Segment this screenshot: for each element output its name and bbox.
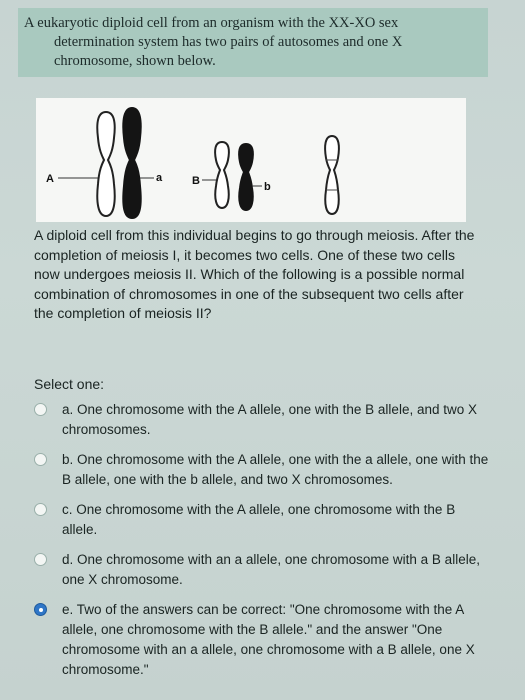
- option-d[interactable]: [22, 550, 492, 590]
- answer-options: [22, 400, 492, 690]
- radio-button-b[interactable]: [34, 453, 47, 466]
- question-text: A diploid cell from this individual begins to go through meiosis. After the completion of meiosis I, it becomes two cells. One of these two cells now undergoes meiosis II. Which of the following is a possible normal combination of chromosomes in one of the subsequent two cells after the completion of meiosis II?: [34, 227, 475, 321]
- option-b[interactable]: [22, 450, 492, 490]
- chromosome-figure: [36, 98, 466, 222]
- label-A: A: [46, 173, 54, 185]
- option-d-text: d. One chromosome with an a allele, one chromosome with a B allele, one X chromosome.: [62, 552, 480, 587]
- radio-button-e[interactable]: [34, 603, 47, 616]
- radio-button-a[interactable]: [34, 403, 47, 416]
- chromosome-large-solid: [123, 108, 140, 218]
- option-b-text: b. One chromosome with the A allele, one with the a allele, one with the B allele, one with the b allele, and two X chromosomes.: [62, 452, 489, 487]
- label-B: B: [192, 175, 200, 187]
- chromosome-medium-outline: [215, 142, 229, 208]
- intro-text: A eukaryotic diploid cell from an organism with the XX-XO sex determination system has two pairs of autosomes and one X chromosome, shown below.: [24, 15, 403, 69]
- chromosome-x: [325, 136, 339, 214]
- radio-button-c[interactable]: [34, 503, 47, 516]
- option-a[interactable]: [22, 400, 492, 440]
- option-e[interactable]: [22, 600, 492, 680]
- option-a-text: a. One chromosome with the A allele, one with the B allele, and two X chromosomes.: [62, 402, 477, 437]
- select-label: Select one:: [34, 376, 105, 392]
- option-c-text: c. One chromosome with the A allele, one chromosome with the B allele.: [62, 502, 456, 537]
- option-e-text: e. Two of the answers can be correct: "One chromosome with the A allele, one chromosome with the B allele." and the answer "One chromosome with an a allele, one chromosome with a B allele, one X chromosome.": [62, 602, 475, 677]
- label-b: b: [264, 181, 271, 193]
- chromosome-medium-solid: [239, 144, 253, 210]
- intro-box: [18, 8, 488, 77]
- option-c[interactable]: [22, 500, 492, 540]
- radio-button-d[interactable]: [34, 553, 47, 566]
- label-a: a: [156, 172, 163, 184]
- chromosome-large-outline: [97, 112, 114, 216]
- chromosome-diagram: [36, 98, 466, 222]
